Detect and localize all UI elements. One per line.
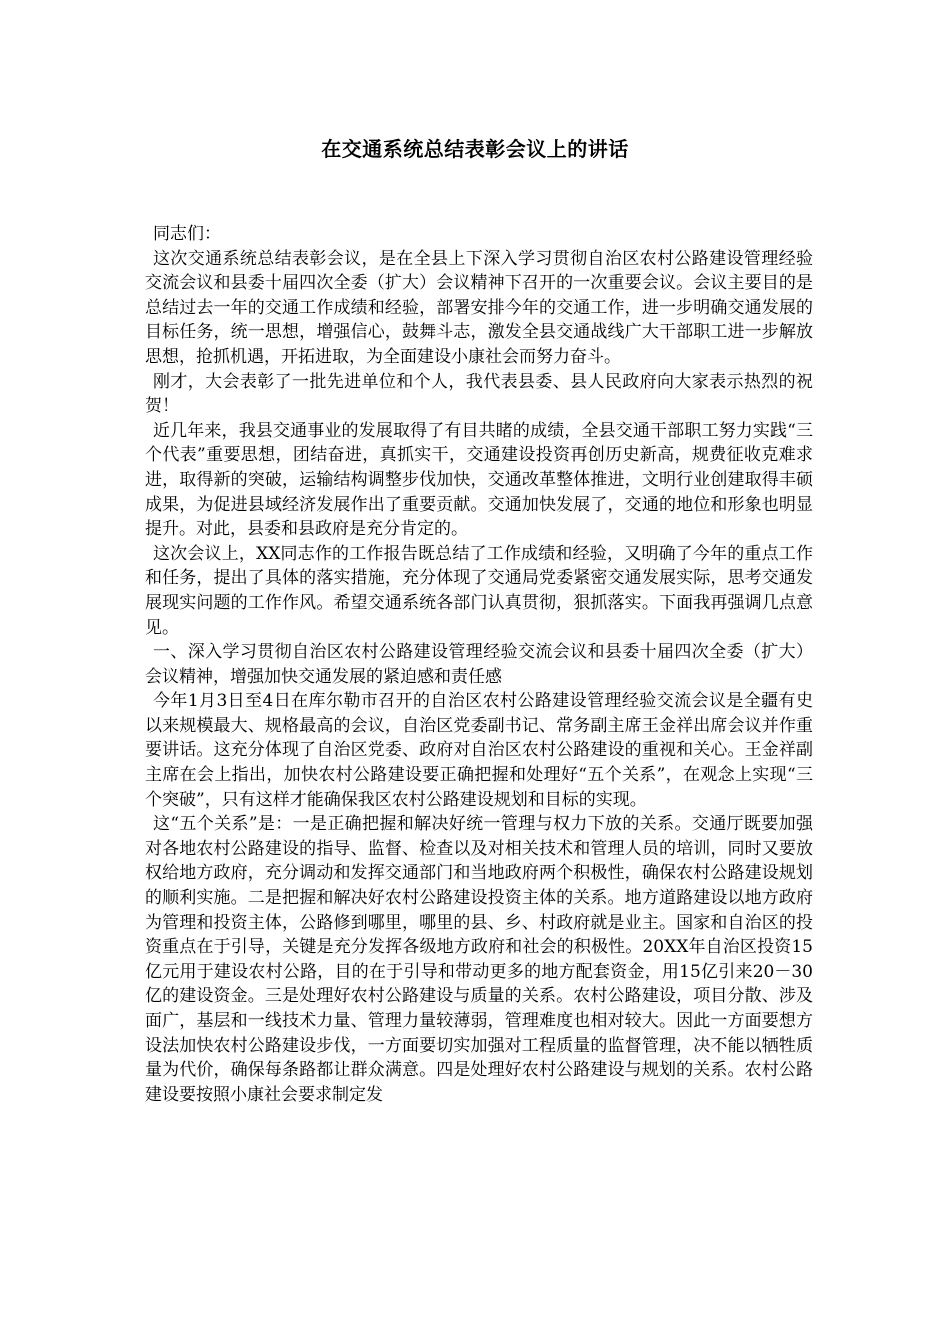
section-heading: 一、深入学习贯彻自治区农村公路建设管理经验交流会议和县委十届四次全委（扩大）会议精神，增强加快交通发展的紧迫感和责任感 bbox=[145, 642, 813, 687]
paragraph: 刚才，大会表彰了一批先进单位和个人，我代表县委、县人民政府向大家表示热烈的祝贺！ bbox=[145, 371, 813, 417]
paragraph: 这次交通系统总结表彰会议，是在全县上下深入学习贯彻自治区农村公路建设管理经验交流会议和县委十届四次全委（扩大）会议精神下召开的一次重要会议。会议主要目的是总结过去一年的交通工作成绩和经验，部署安排今年的交通工作，进一步明确交通发展的目标任务，统一思想，增强信心，鼓舞斗志，激发全县交通战线广大干部职工进一步解放思想，抢抓机遇，开拓进取，为全面建设小康社会而努力奋斗。 bbox=[145, 248, 813, 367]
paragraph: 这次会议上，XX同志作的工作报告既总结了工作成绩和经验，又明确了今年的重点工作和任务，提出了具体的落实措施，充分体现了交通局党委紧密交通发展实际，思考交通发展现实问题的工作作风。希望交通系统各部门认真贯彻，狠抓落实。下面我再强调几点意见。 bbox=[145, 543, 813, 638]
paragraph: 近几年来，我县交通事业的发展取得了有目共睹的成绩，全县交通干部职工努力实践“三个代表”重要思想，团结奋进，真抓实干，交通建设投资再创历史新高，规费征收克难求进，取得新的突破，运输结构调整步伐加快，交通改革整体推进，文明行业创建取得丰硕成果，为促进县域经济发展作出了重要贡献。交通加快发展了，交通的地位和形象也明显提升。对此，县委和县政府是充分肯定的。 bbox=[145, 420, 813, 540]
document-body bbox=[145, 222, 813, 1107]
paragraph: 这“五个关系”是：一是正确把握和解决好统一管理与权力下放的关系。交通厅既要加强对各地农村公路建设的指导、监督、检查以及对相关技术和管理人员的培训，同时又要放权给地方政府，充分调动和发挥交通部门和当地政府两个积极性，确保农村公路建设规划的顺利实施。二是把握和解决好农村公路建设投资主体的关系。地方道路建设以地方政府为管理和投资主体，公路修到哪里，哪里的县、乡、村政府就是业主。国家和自治区的投资重点在于引导，关键是充分发挥各级地方政府和社会的积极性。20XX年自治区投资15亿元用于建设农村公路，目的在于引导和带动更多的地方配套资金，用15亿引来20－30亿的建设资金。三是处理好农村公路建设与质量的关系。农村公路建设，项目分散、涉及面广，基层和一线技术力量、管理力量较薄弱，管理难度也相对较大。因此一方面要想方设法加快农村公路建设步伐，一方面要切实加强对工程质量的监督管理，决不能以牺牲质量为代价，确保每条路都让群众满意。四是处理好农村公路建设与规划的关系。农村公路建设要按照小康社会要求制定发 bbox=[145, 814, 813, 1105]
document-title: 在交通系统总结表彰会议上的讲话 bbox=[321, 137, 629, 161]
salutation: 同志们： bbox=[153, 224, 221, 244]
paragraph: 今年1月3日至4日在库尔勒市召开的自治区农村公路建设管理经验交流会议是全疆有史以来规模最大、规格最高的会议，自治区党委副书记、常务副主席王金祥出席会议并作重要讲话。这充分体现了自治区党委、政府对自治区农村公路建设的重视和关心。王金祥副主席在会上指出，加快农村公路建设要正确把握和处理好“五个关系”，在观念上实现“三个突破”，只有这样才能确保我区农村公路建设规划和目标的实现。 bbox=[145, 691, 813, 810]
